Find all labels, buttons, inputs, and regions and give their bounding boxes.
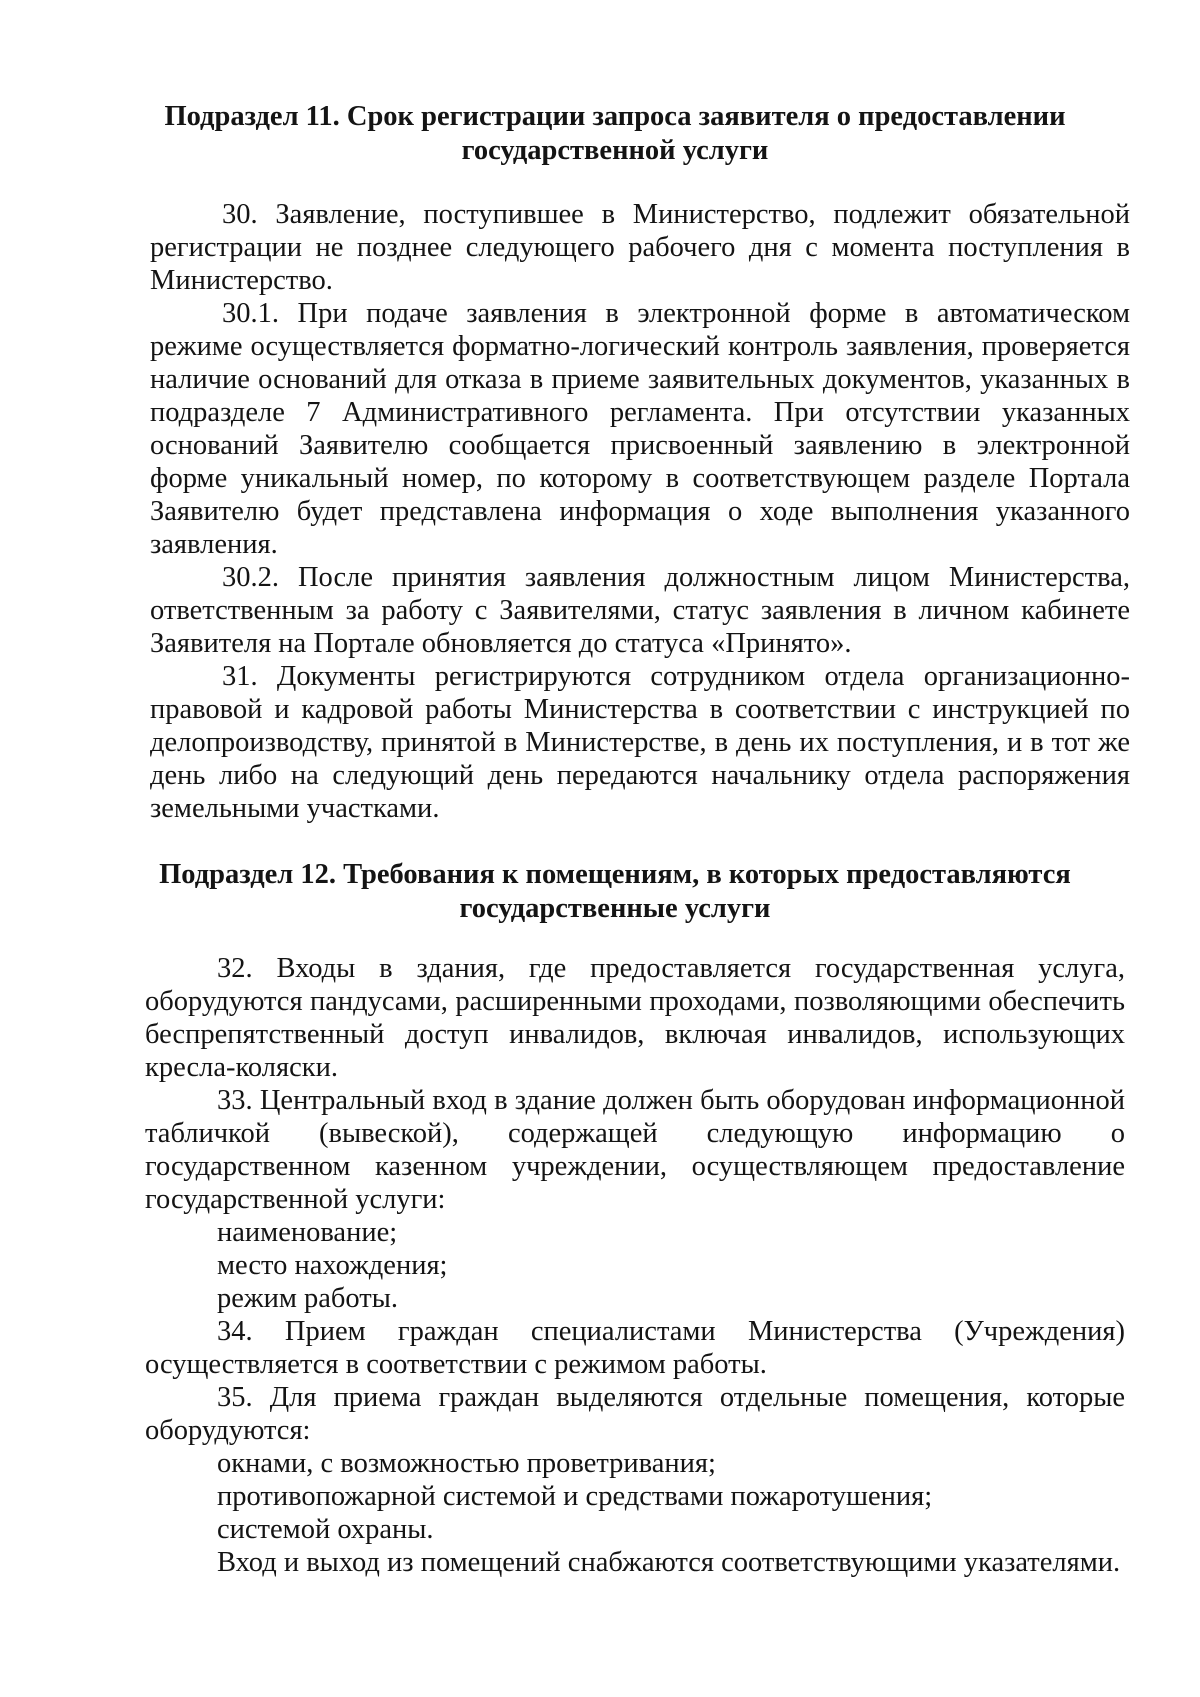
subsection-12-title-line1: Подраздел 12. Требования к помещениям, в которых предоставляются — [159, 859, 1071, 890]
subsection-11-title-line1: Подраздел 11. Срок регистрации запроса заявителя о предоставлении — [164, 101, 1066, 132]
paragraph-33: 33. Центральный вход в здание должен быть оборудован информационной табличкой (вывеской), содержащей следующую информацию о государственном казенном учреждении, осуществляющем предоставление государственной услуги: — [145, 1085, 1125, 1215]
subsection-11-body — [150, 198, 1130, 825]
paragraph-34: 34. Прием граждан специалистами Министерства (Учреждения) осуществляется в соответствии с режимом работы. — [145, 1316, 1125, 1380]
subsection-12-body — [145, 952, 1125, 1579]
paragraph-30: 30. Заявление, поступившее в Министерство, подлежит обязательной регистрации не позднее следующего рабочего дня с момента поступления в Министерство. — [150, 199, 1130, 296]
paragraph-32: 32. Входы в здания, где предоставляется государственная услуга, оборудуются пандусами, расширенными проходами, позволяющими обеспечить беспрепятственный доступ инвалидов, включая инвалидов, использующих кресла-коляски. — [145, 953, 1125, 1083]
list-item: наименование; — [217, 1217, 398, 1248]
list-item: режим работы. — [217, 1283, 399, 1314]
list-item: место нахождения; — [217, 1250, 448, 1281]
paragraph-30-1: 30.1. При подаче заявления в электронной форме в автоматическом режиме осуществляется форматно-логический контроль заявления, проверяется наличие оснований для отказа в приеме заявительных документов, указанных в подразделе 7 Административного регламента. При отсутствии указанных оснований Заявителю сообщается присвоенный заявлению в электронной форме уникальный номер, по которому в соответствующем разделе Портала Заявителю будет представлена информация о ходе выполнения указанного заявления. — [150, 298, 1130, 560]
list-item: системой охраны. — [217, 1514, 434, 1545]
paragraph-30-2: 30.2. После принятия заявления должностным лицом Министерства, ответственным за работу с Заявителями, статус заявления в личном кабинете Заявителя на Портале обновляется до статуса «Принято». — [150, 562, 1130, 659]
subsection-12-title — [150, 858, 1080, 926]
subsection-11-title-line2: государственной услуги — [461, 135, 769, 166]
paragraph-31: 31. Документы регистрируются сотрудником отдела организационно-правовой и кадровой работы Министерства в соответствии с инструкцией по делопроизводству, принятой в Министерстве, в день их поступления, и в тот же день либо на следующий день передаются начальнику отдела распоряжения земельными участками. — [150, 661, 1130, 824]
subsection-12-title-line2: государственные услуги — [459, 893, 771, 924]
subsection-11-title — [150, 100, 1080, 168]
list-item: окнами, с возможностью проветривания; — [217, 1448, 716, 1479]
list-item: противопожарной системой и средствами пожаротушения; — [217, 1481, 933, 1512]
paragraph-35: 35. Для приема граждан выделяются отдельные помещения, которые оборудуются: — [145, 1382, 1125, 1446]
paragraph-entrance-exit: Вход и выход из помещений снабжаются соответствующими указателями. — [217, 1547, 1121, 1578]
